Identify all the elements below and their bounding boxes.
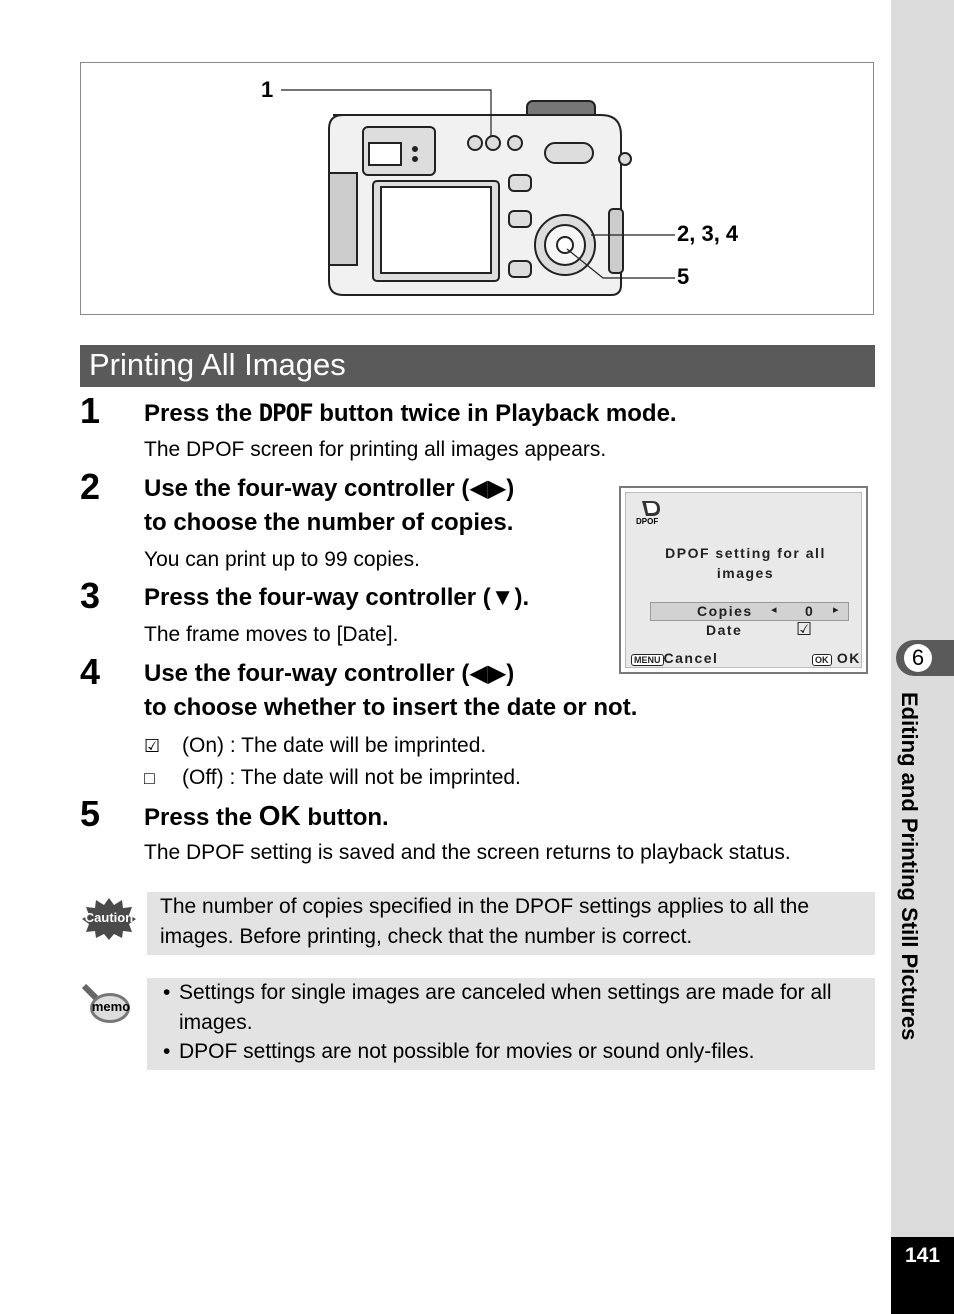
dpof-screen-illustration (619, 486, 868, 674)
camera-back-illustration (81, 63, 875, 316)
caution-text: The number of copies specified in the DPOF settings applies to all the images. Before printing, check that the number is correct. (160, 895, 810, 948)
lcd-title-line2: images (716, 565, 775, 581)
step-4-option-off (144, 765, 521, 791)
callout-2-3-4: 2, 3, 4 (677, 221, 739, 246)
step-1-body: The DPOF screen for printing all images appears. (144, 438, 607, 461)
menu-key-icon: MENU (631, 654, 664, 666)
page-number: 141 (904, 1244, 941, 1267)
step-2-heading-line1: Use the four-way controller (◀▶) (144, 475, 515, 502)
cancel-label: Cancel (663, 650, 719, 666)
memo-item-2: DPOF settings are not possible for movies or sound only-files. (179, 1040, 755, 1063)
step-2-body: You can print up to 99 copies. (144, 548, 420, 571)
step-1-number: 1 (80, 390, 101, 431)
chapter-side-strip (891, 0, 954, 1237)
caution-note (147, 892, 875, 955)
memo-item-1: Settings for single images are canceled when settings are made for all images. (179, 981, 832, 1034)
option-on-text: (On) : The date will be imprinted. (182, 734, 487, 757)
lcd-copies-row[interactable] (650, 602, 849, 621)
step-3-body: The frame moves to [Date]. (144, 623, 399, 646)
memo-bullet-1: • (163, 981, 171, 1004)
option-off-text: (Off) : The date will not be imprinted. (182, 766, 521, 789)
lcd-date-row[interactable] (650, 619, 847, 639)
checked-box-icon: ☑ (144, 736, 161, 756)
step-2-number: 2 (80, 466, 101, 507)
caution-icon-label: Caution (84, 910, 134, 925)
left-arrow-icon: ◂ (771, 604, 779, 616)
step-2-heading-line2: to choose the number of copies. (144, 509, 514, 536)
copies-value: 0 (805, 603, 815, 619)
lcd-cancel[interactable] (631, 650, 718, 666)
step-4-number: 4 (80, 651, 101, 692)
step-1-post: button twice in Playback mode. (312, 400, 677, 427)
chapter-title: Editing and Printing Still Pictures (897, 692, 922, 1041)
empty-box-icon: □ (144, 768, 155, 788)
camera-figure (80, 62, 874, 315)
step-5-number: 5 (80, 793, 101, 834)
step-3-heading: Press the four-way controller (▼). (144, 584, 530, 611)
section-header (80, 345, 875, 387)
step-4-option-on (144, 733, 486, 759)
section-title: Printing All Images (89, 347, 346, 382)
lcd-title-line1: DPOF setting for all (665, 545, 826, 561)
callout-1: 1 (261, 77, 274, 102)
dpof-icon (636, 497, 666, 525)
step-5-post: button. (300, 804, 389, 831)
step-3-number: 3 (80, 575, 101, 616)
date-checkbox-icon: ☑ (796, 619, 814, 639)
memo-icon-label: memo (91, 999, 131, 1014)
dpof-screen-display (625, 492, 862, 668)
step-4-heading-line2: to choose whether to insert the date or not. (144, 694, 638, 721)
ok-button-badge: OK (258, 800, 301, 831)
caution-icon (81, 896, 137, 940)
copies-label: Copies (697, 603, 753, 619)
step-1-heading (144, 396, 677, 431)
date-label: Date (706, 622, 743, 638)
dpof-button-badge: DPOF (258, 399, 313, 427)
step-5-heading (144, 799, 389, 835)
step-5-body: The DPOF setting is saved and the screen returns to playback status. (144, 841, 791, 864)
ok-label: OK (836, 650, 861, 666)
memo-note (147, 978, 875, 1070)
memo-icon (80, 982, 132, 1026)
dpof-printer-icon (636, 497, 666, 517)
step-1-pre: Press the (144, 400, 259, 427)
dpof-icon-label: DPOF (636, 517, 659, 526)
page-number-box (891, 1237, 954, 1314)
memo-bullet-2: • (163, 1040, 171, 1063)
callout-5: 5 (677, 264, 690, 289)
step-5-pre: Press the (144, 804, 259, 831)
lcd-ok[interactable] (812, 650, 861, 666)
chapter-number: 6 (904, 644, 932, 672)
step-4-heading-line1: Use the four-way controller (◀▶) (144, 660, 515, 687)
ok-key-icon: OK (812, 654, 832, 666)
right-arrow-icon: ▸ (833, 604, 841, 616)
